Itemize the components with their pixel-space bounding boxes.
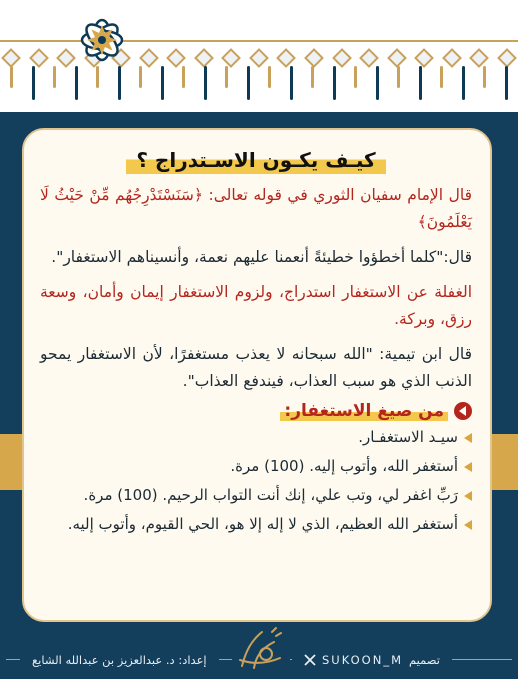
triangle-bullet-icon — [464, 462, 472, 472]
paragraph-ibn-taymiyya: قال ابن تيمية: "الله سبحانه لا يعذب مستغفرًا، لأن الاستغفار يمحو الذنب الذي هو سبب العذاب، فيندفع العذاب". — [40, 345, 472, 390]
footer — [0, 632, 518, 679]
play-bullet-icon — [454, 402, 472, 420]
sufyan-intro: قال الإمام سفيان الثوري في قوله تعالى: — [202, 186, 472, 204]
list-item: أستغفر الله العظيم، الذي لا إله إلا هو، الحي القيوم، وأتوب إليه. — [40, 512, 472, 537]
designer-credit — [292, 650, 452, 670]
list-item: رَبِّ اغفر لي، وتب علي، إنك أنت التواب الرحيم. (100) مرة. — [40, 483, 472, 508]
section-title: من صيغ الاستغفار: — [280, 401, 448, 421]
author-credit — [20, 650, 219, 670]
section-heading — [40, 401, 472, 421]
list-item: سيـد الاستغفـار. — [40, 425, 472, 450]
designer-label: تصميم — [409, 653, 440, 667]
triangle-bullet-icon — [464, 433, 472, 443]
istighfar-list — [40, 425, 472, 537]
card-title: كيـف يكـون الاسـتدراج ؟ — [126, 148, 385, 174]
triangle-bullet-icon — [464, 491, 472, 501]
paragraph-ghafla: الغفلة عن الاستغفار استدراج، ولزوم الاستغفار إيمان وأمان، وسعة رزق، وبركة. — [40, 283, 472, 328]
x-logo-icon — [304, 654, 316, 666]
star-medallion-icon — [66, 4, 138, 76]
content-card — [22, 128, 492, 622]
list-item: أستغفر الله، وأتوب إليه. (100) مرة. — [40, 454, 472, 479]
designer-handle: SUKOON_M — [322, 653, 404, 667]
paragraph-quote: قال:"كلما أخطؤوا خطيئةً أنعمنا عليهم نعمة، وأنسيناهم الاستغفار". — [51, 248, 472, 266]
quran-verse: ﴿سَنَسْتَدْرِجُهُم مِّنْ حَيْثُ لَا يَعْلَمُونَ﴾ — [40, 186, 472, 231]
triangle-bullet-icon — [464, 520, 472, 530]
paragraph-sufyan — [40, 182, 472, 236]
top-ornament-band — [0, 0, 518, 112]
author-credit-text: إعداد: د. عبدالعزيز بن عبدالله الشايع — [32, 653, 207, 667]
